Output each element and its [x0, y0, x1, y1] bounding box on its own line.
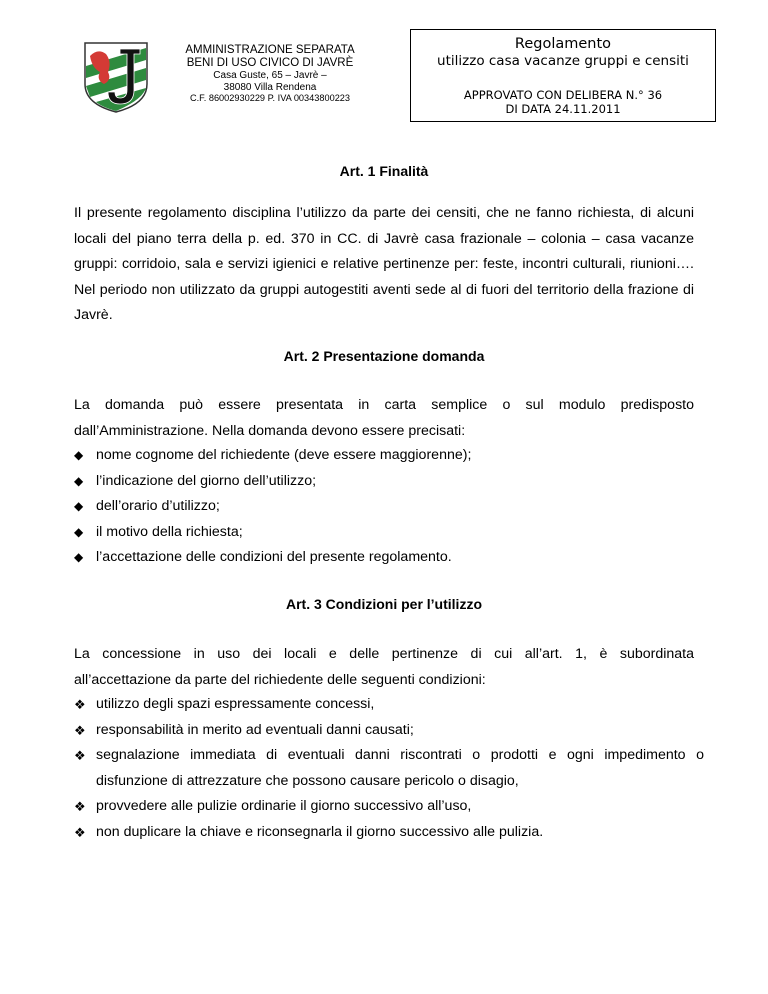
art3-intro-line-2: all’accettazione da parte del richiedente delle seguenti condizioni:	[74, 671, 486, 688]
list-item: ◆ nome cognome del richiedente (deve essere maggiorenne);	[74, 443, 704, 469]
diamond-bullet-icon: ◆	[74, 448, 84, 462]
art2-intro-line-1: La domanda può essere presentata in carta semplice o sul modulo predisposto	[74, 397, 694, 413]
four-diamond-bullet-icon: ❖	[74, 748, 86, 764]
art1-heading: Art. 1 Finalità	[339, 163, 429, 179]
four-diamond-bullet-icon: ❖	[74, 722, 86, 738]
art2-intro	[74, 393, 694, 444]
art3-conditions-list	[74, 692, 704, 846]
org-name-line-1: AMMINISTRAZIONE SEPARATA	[185, 44, 355, 56]
four-diamond-bullet-icon: ❖	[74, 799, 86, 815]
org-fiscal-codes: C.F. 86002930229 P. IVA 00343800223	[189, 93, 351, 104]
list-item: ❖ provvedere alle pulizie ordinarie il giorno successivo all’uso,	[74, 794, 704, 820]
diamond-bullet-icon: ◆	[74, 499, 84, 514]
list-item: ❖ non duplicare la chiave e riconsegnarla il giorno successivo alle pulizia.	[74, 820, 704, 846]
art2-heading: Art. 2 Presentazione domanda	[283, 348, 485, 364]
diamond-bullet-icon: ◆	[74, 550, 84, 565]
approval-line-1: APPROVATO CON DELIBERA N.° 36	[463, 88, 663, 102]
list-item: ❖ segnalazione immediata di eventuali danni riscontrati o prodotti e ogni impedimento o disfunzione di attrezzature che possono causare pericolo o disagio,	[74, 743, 704, 794]
org-address-line-1: Casa Guste, 65 – Javrè –	[213, 70, 327, 82]
diamond-bullet-icon: ◆	[74, 524, 84, 539]
org-address-line-2: 38080 Villa Rendena	[223, 81, 317, 93]
diamond-bullet-icon: ◆	[74, 473, 84, 488]
organization-block	[166, 44, 374, 104]
list-item: ◆ l’indicazione del giorno dell’utilizzo;	[74, 469, 704, 495]
document-title: Regolamento	[514, 36, 612, 52]
list-item: ◆ dell’orario d’utilizzo;	[74, 494, 704, 520]
org-name-line-2: BENI DI USO CIVICO DI JAVRÈ	[186, 57, 354, 70]
list-item: ❖ utilizzo degli spazi espressamente concessi,	[74, 692, 704, 718]
art3-intro	[74, 642, 694, 693]
document-title-box	[410, 29, 716, 122]
four-diamond-bullet-icon: ❖	[74, 697, 86, 712]
art2-requirements-list	[74, 443, 704, 571]
art3-intro-line-1: La concessione in uso dei locali e delle pertinenze di cui all’art. 1, è subordinata	[74, 646, 694, 662]
approval-line-2: DI DATA 24.11.2011	[505, 102, 621, 117]
four-diamond-bullet-icon: ❖	[74, 824, 86, 840]
art1-paragraph: Il presente regolamento disciplina l’utilizzo da parte dei censiti, che ne fanno richiesta, di alcuni locali del piano terra della p. ed. 370 in CC. di Javrè casa frazionale – colonia – casa vacanze gruppi: corridoio, sala e servizi igienici e relative pertinenze per: feste, incontri culturali, riunioni…. Nel periodo non utilizzato da gruppi autogestiti aventi sede al di fuori del territorio della frazione di Javrè.	[74, 205, 694, 324]
coat-of-arms-logo	[82, 40, 150, 114]
art2-intro-line-2: dall’Amministrazione. Nella domanda devono essere precisati:	[74, 422, 466, 439]
art3-heading: Art. 3 Condizioni per l’utilizzo	[286, 596, 482, 612]
list-item: ◆ l’accettazione delle condizioni del presente regolamento.	[74, 545, 704, 571]
list-item: ❖ responsabilità in merito ad eventuali danni causati;	[74, 718, 704, 744]
document-subtitle: utilizzo casa vacanze gruppi e censiti	[437, 53, 689, 70]
list-item: ◆ il motivo della richiesta;	[74, 520, 704, 546]
